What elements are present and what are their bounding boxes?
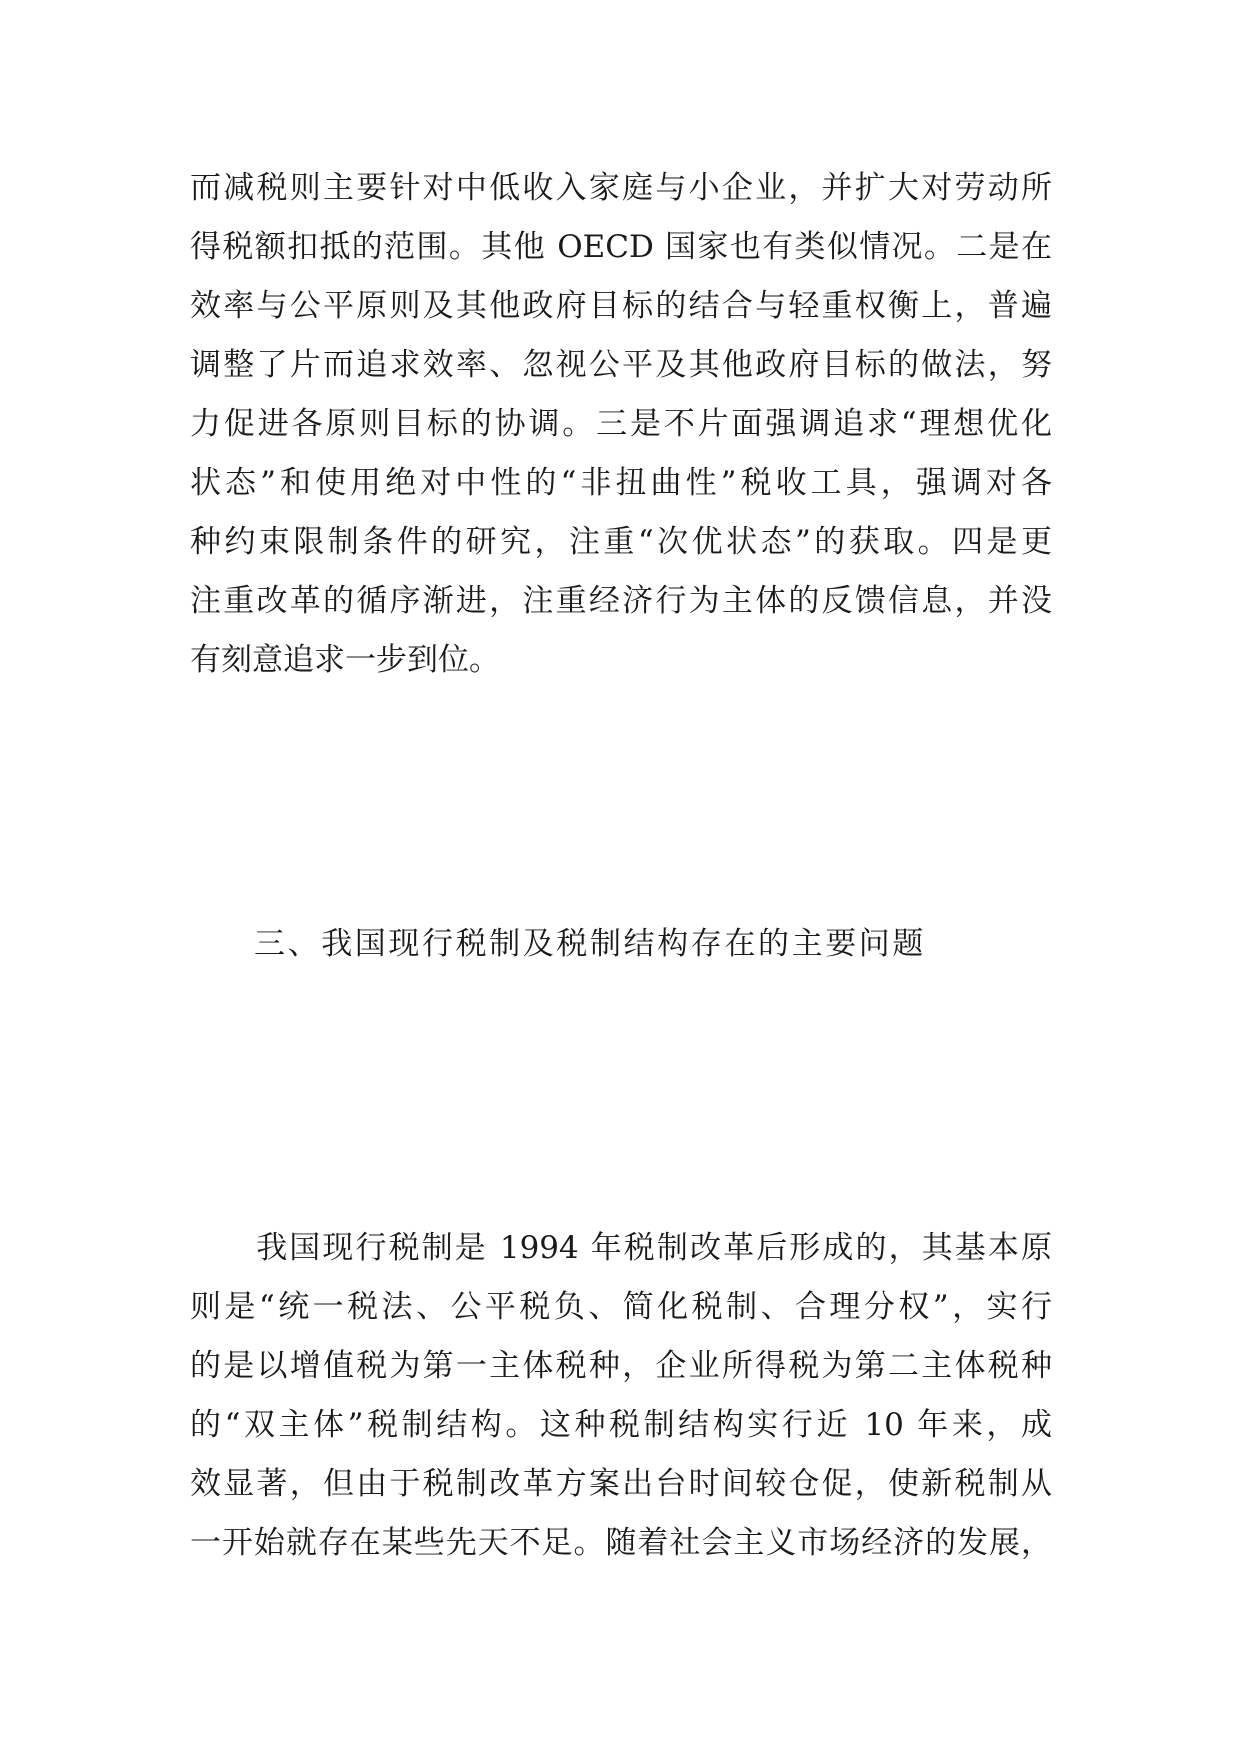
- text-line: 种约束限制条件的研究，注重“次优状态”的获取。四是更: [190, 524, 1052, 560]
- text-line: 一开始就存在某些先天不足。随着社会主义市场经济的发展，: [190, 1525, 1052, 1561]
- text-line: 注重改革的循序渐进，注重经济行为主体的反馈信息，并没: [190, 583, 1052, 619]
- text-line: 而减税则主要针对中低收入家庭与小企业，并扩大对劳动所: [190, 170, 1052, 206]
- text-line: 状态”和使用绝对中性的“非扭曲性”税收工具，强调对各: [190, 465, 1052, 501]
- text-line: 力促进各原则目标的协调。三是不片面强调追求“理想优化: [190, 406, 1052, 442]
- section-heading: 三、我国现行税制及税制结构存在的主要问题: [254, 926, 926, 962]
- text-line: 效显著，但由于税制改革方案出台时间较仓促，使新税制从: [190, 1466, 1052, 1502]
- text-line: 则是“统一税法、公平税负、简化税制、合理分权”，实行: [190, 1289, 1052, 1325]
- text-line: 的是以增值税为第一主体税种，企业所得税为第二主体税种: [190, 1348, 1052, 1384]
- text-line: 的“双主体”税制结构。这种税制结构实行近 10 年来，成: [190, 1407, 1052, 1443]
- text-line: 调整了片而追求效率、忽视公平及其他政府目标的做法，努: [190, 347, 1052, 383]
- text-line: 得税额扣抵的范围。其他 OECD 国家也有类似情况。二是在: [190, 229, 1052, 265]
- text-line: 我国现行税制是 1994 年税制改革后形成的，其基本原: [190, 1230, 1052, 1266]
- text-line: 有刻意追求一步到位。: [190, 642, 500, 678]
- text-line: 效率与公平原则及其他政府目标的结合与轻重权衡上，普遍: [190, 288, 1052, 324]
